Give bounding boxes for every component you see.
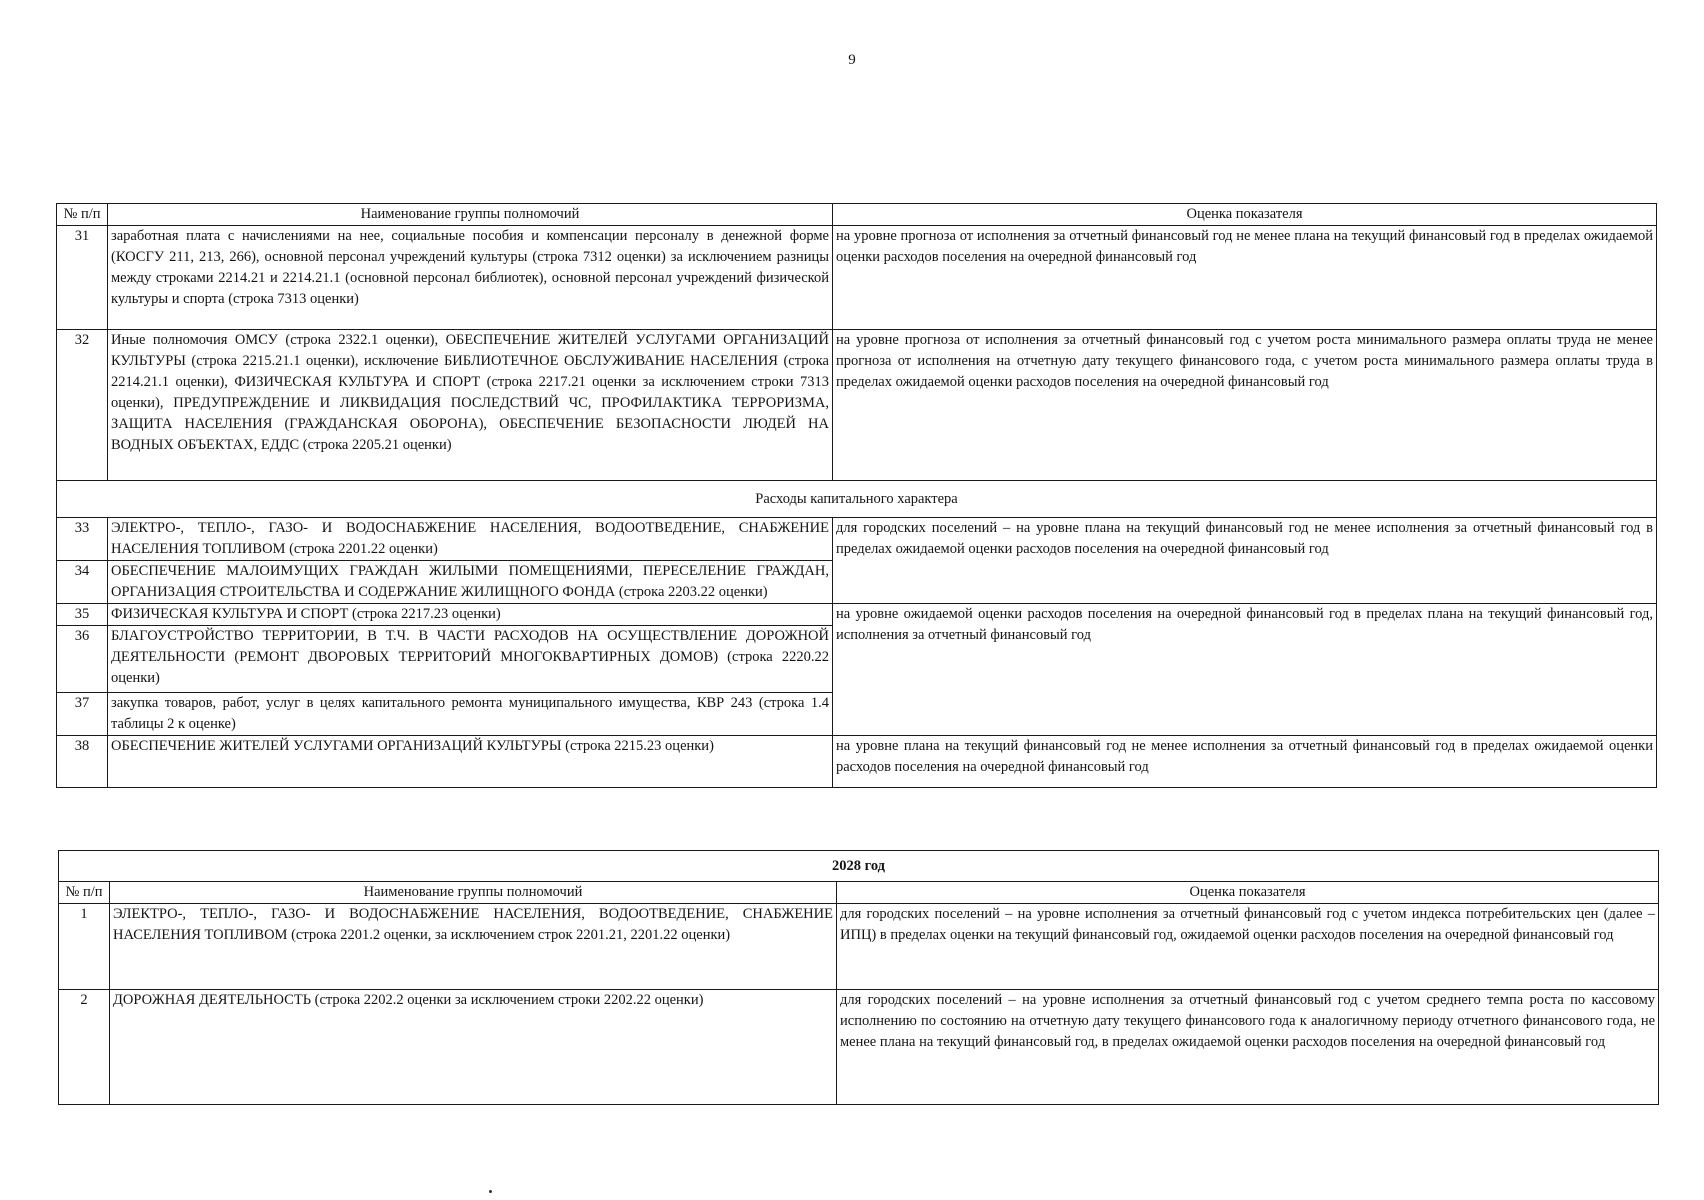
row-eval: на уровне плана на текущий финансовый год не менее исполнения за отчетный финансовый год в пределах ожидаемой оценки расходов поселения на очередной финансовый год: [833, 736, 1657, 788]
row-eval: на уровне прогноза от исполнения за отчетный финансовый год с учетом роста минимального размера оплаты труда не менее прогноза от исполнения на отчетную дату текущего финансового года, с учетом роста минимального размера оплаты труда в пределах ожидаемой оценки расходов поселения на очередной финансовый год: [833, 330, 1657, 481]
row-name: заработная плата с начислениями на нее, социальные пособия и компенсации персоналу в денежной форме (КОСГУ 211, 213, 266), основной персонал учреждений культуры (строка 7312 оценки) за исключением разницы между строками 2214.21 и 2214.21.1 (основной персонал библиотек), основной персонал учреждений физической культуры и спорта (строка 7313 оценки): [108, 226, 833, 330]
row-eval: для городских поселений – на уровне исполнения за отчетный финансовый год с учетом среднего темпа роста по кассовому исполнению по состоянию на отчетную дату текущего финансового года к аналогичному периоду отчетного финансового года, не менее плана на текущий финансовый год, в пределах ожидаемой оценки расходов поселения на очередной финансовый год: [837, 990, 1659, 1105]
row-name: закупка товаров, работ, услуг в целях капитального ремонта муниципального имущества, КВР 243 (строка 1.4 таблицы 2 к оценке): [108, 693, 833, 736]
table-row: [57, 226, 1657, 330]
table-row: [59, 990, 1659, 1105]
header-name: Наименование группы полномочий: [110, 882, 837, 904]
table-row: [57, 330, 1657, 481]
row-eval: на уровне ожидаемой оценки расходов поселения на очередной финансовый год в пределах плана на текущий финансовый год, исполнения за отчетный финансовый год: [833, 604, 1657, 736]
row-name: ЭЛЕКТРО-, ТЕПЛО-, ГАЗО- И ВОДОСНАБЖЕНИЕ НАСЕЛЕНИЯ, ВОДООТВЕДЕНИЕ, СНАБЖЕНИЕ НАСЕЛЕНИЯ ТОПЛИВОМ (строка 2201.22 оценки): [108, 518, 833, 561]
header-eval: Оценка показателя: [837, 882, 1659, 904]
row-name: ЭЛЕКТРО-, ТЕПЛО-, ГАЗО- И ВОДОСНАБЖЕНИЕ НАСЕЛЕНИЯ, ВОДООТВЕДЕНИЕ, СНАБЖЕНИЕ НАСЕЛЕНИЯ ТОПЛИВОМ (строка 2201.2 оценки, за исключением строк 2201.21, 2201.22 оценки): [110, 904, 837, 990]
table-header-row: [57, 204, 1657, 226]
row-name: ОБЕСПЕЧЕНИЕ МАЛОИМУЩИХ ГРАЖДАН ЖИЛЫМИ ПОМЕЩЕНИЯМИ, ПЕРЕСЕЛЕНИЕ ГРАЖДАН, ОРГАНИЗАЦИЯ СТРОИТЕЛЬСТВА И СОДЕРЖАНИЕ ЖИЛИЩНОГО ФОНДА (строка 2203.22 оценки): [108, 561, 833, 604]
section-title: Расходы капитального характера: [57, 481, 1657, 518]
row-num: 1: [59, 904, 110, 990]
row-num: 37: [57, 693, 108, 736]
header-name: Наименование группы полномочий: [108, 204, 833, 226]
year-title: 2028 год: [59, 851, 1659, 882]
row-num: 34: [57, 561, 108, 604]
row-num: 31: [57, 226, 108, 330]
indicators-table-main: [56, 203, 1657, 788]
row-num: 32: [57, 330, 108, 481]
table-row: [59, 904, 1659, 990]
page-number: 9: [848, 52, 856, 68]
row-name: ДОРОЖНАЯ ДЕЯТЕЛЬНОСТЬ (строка 2202.2 оценки за исключением строки 2202.22 оценки): [110, 990, 837, 1105]
table-row: [57, 736, 1657, 788]
row-num: 36: [57, 626, 108, 693]
row-num: 2: [59, 990, 110, 1105]
year-row: [59, 851, 1659, 882]
row-eval-empty: [833, 561, 1657, 604]
row-num: 33: [57, 518, 108, 561]
row-name: БЛАГОУСТРОЙСТВО ТЕРРИТОРИИ, В Т.Ч. В ЧАСТИ РАСХОДОВ НА ОСУЩЕСТВЛЕНИЕ ДОРОЖНОЙ ДЕЯТЕЛЬНОСТИ (РЕМОНТ ДВОРОВЫХ ТЕРРИТОРИЙ МНОГОКВАРТИРНЫХ ДОМОВ) (строка 2220.22 оценки): [108, 626, 833, 693]
table-header-row: [59, 882, 1659, 904]
table-row: [57, 518, 1657, 561]
section-row: [57, 481, 1657, 518]
header-num: № п/п: [59, 882, 110, 904]
header-eval: Оценка показателя: [833, 204, 1657, 226]
table-row: [57, 561, 1657, 604]
table-row: [57, 604, 1657, 626]
row-num: 38: [57, 736, 108, 788]
row-name: ОБЕСПЕЧЕНИЕ ЖИТЕЛЕЙ УСЛУГАМИ ОРГАНИЗАЦИЙ КУЛЬТУРЫ (строка 2215.23 оценки): [108, 736, 833, 788]
row-name: Иные полномочия ОМСУ (строка 2322.1 оценки), ОБЕСПЕЧЕНИЕ ЖИТЕЛЕЙ УСЛУГАМИ ОРГАНИЗАЦИЙ КУЛЬТУРЫ (строка 2215.21.1 оценки), исключение БИБЛИОТЕЧНОЕ ОБСЛУЖИВАНИЕ НАСЕЛЕНИЯ (строка 2214.21.1 оценки), ФИЗИЧЕСКАЯ КУЛЬТУРА И СПОРТ (строка 2217.21 оценки за исключением строки 7313 оценки), ПРЕДУПРЕЖДЕНИЕ И ЛИКВИДАЦИЯ ПОСЛЕДСТВИЙ ЧС, ПРОФИЛАКТИКА ТЕРРОРИЗМА, ЗАЩИТА НАСЕЛЕНИЯ (ГРАЖДАНСКАЯ ОБОРОНА), ОБЕСПЕЧЕНИЕ БЕЗОПАСНОСТИ ЛЮДЕЙ НА ВОДНЫХ ОБЪЕКТАХ, ЕДДС (строка 2205.21 оценки): [108, 330, 833, 481]
header-num: № п/п: [57, 204, 108, 226]
row-eval: для городских поселений – на уровне плана на текущий финансовый год не менее исполнения за отчетный финансовый год в пределах ожидаемой оценки расходов поселения на очередной финансовый год: [833, 518, 1657, 561]
scan-dot: [489, 1190, 492, 1193]
row-eval: на уровне прогноза от исполнения за отчетный финансовый год не менее плана на текущий финансовый год в пределах ожидаемой оценки расходов поселения на очередной финансовый год: [833, 226, 1657, 330]
row-eval: для городских поселений – на уровне исполнения за отчетный финансовый год с учетом индекса потребительских цен (далее – ИПЦ) в пределах оценки на текущий финансовый год, ожидаемой оценки расходов поселения на очередной финансовый год: [837, 904, 1659, 990]
row-num: 35: [57, 604, 108, 626]
indicators-table-2028: [58, 850, 1659, 1105]
row-name: ФИЗИЧЕСКАЯ КУЛЬТУРА И СПОРТ (строка 2217.23 оценки): [108, 604, 833, 626]
